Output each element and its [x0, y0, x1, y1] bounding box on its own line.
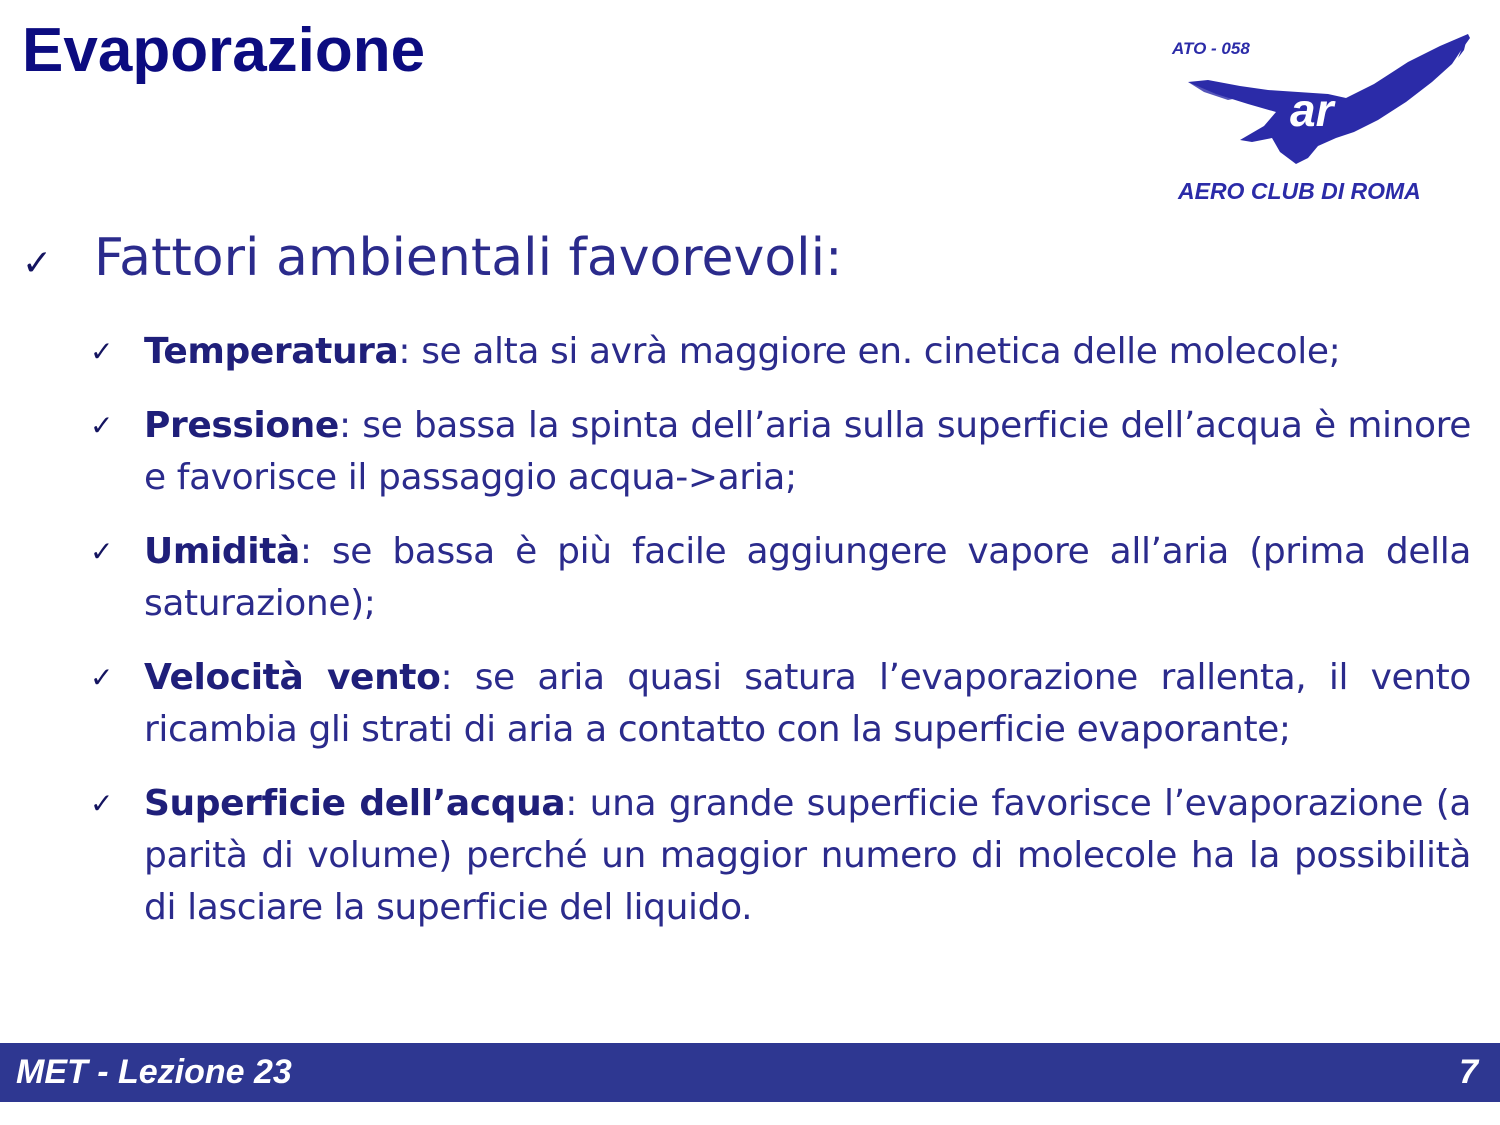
list-item-term: Pressione — [144, 405, 339, 446]
check-icon: ✓ — [90, 661, 114, 694]
list-item — [90, 652, 1471, 756]
list-item-text — [144, 526, 1471, 630]
list-item-text — [144, 326, 1471, 378]
list-item — [90, 400, 1471, 504]
logo-emblem-text: ar — [1290, 84, 1334, 136]
check-icon: ✓ — [90, 787, 114, 820]
logo-bottom-text: AERO CLUB DI ROMA — [1178, 178, 1421, 204]
check-icon: ✓ — [90, 535, 114, 568]
slide-title: Evaporazione — [22, 16, 426, 85]
page-number: 7 — [1459, 1053, 1478, 1091]
list-item — [90, 326, 1471, 378]
list-item-term: Temperatura — [144, 331, 399, 372]
main-bullet-text: Fattori ambientali favorevoli: — [94, 228, 843, 288]
list-item — [90, 778, 1471, 934]
list-item-description: : se aria quasi satura l’evaporazione rallenta, il vento ricambia gli strati di aria a contatto con la superficie evaporante; — [144, 657, 1471, 750]
check-icon: ✓ — [90, 335, 114, 368]
list-item — [90, 526, 1471, 630]
list-item-description: : una grande superficie favorisce l’evaporazione (a parità di volume) perché un maggior numero di molecole ha la possibilità di lasciare la superficie del liquido. — [144, 783, 1471, 928]
list-item-term: Umidità — [144, 531, 300, 572]
footer-course-label: MET - Lezione 23 — [16, 1053, 292, 1091]
list-item-description: : se alta si avrà maggiore en. cinetica delle molecole; — [398, 331, 1341, 372]
list-item-description: : se bassa è più facile aggiungere vapore all’aria (prima della saturazione); — [144, 531, 1471, 624]
list-item-text — [144, 652, 1471, 756]
check-icon: ✓ — [90, 409, 114, 442]
list-item-text — [144, 778, 1471, 934]
main-bullet — [22, 228, 843, 288]
logo-top-text: ATO - 058 — [1172, 39, 1250, 58]
list-item-term: Velocità vento — [144, 657, 441, 698]
aero-club-logo — [1168, 28, 1478, 208]
check-icon: ✓ — [22, 243, 53, 284]
footer-bar — [0, 1043, 1500, 1102]
factor-list — [90, 326, 1471, 956]
list-item-term: Superficie dell’acqua — [144, 783, 566, 824]
list-item-description: : se bassa la spinta dell’aria sulla superficie dell’acqua è minore e favorisce il passaggio acqua->aria; — [144, 405, 1471, 498]
list-item-text — [144, 400, 1471, 504]
